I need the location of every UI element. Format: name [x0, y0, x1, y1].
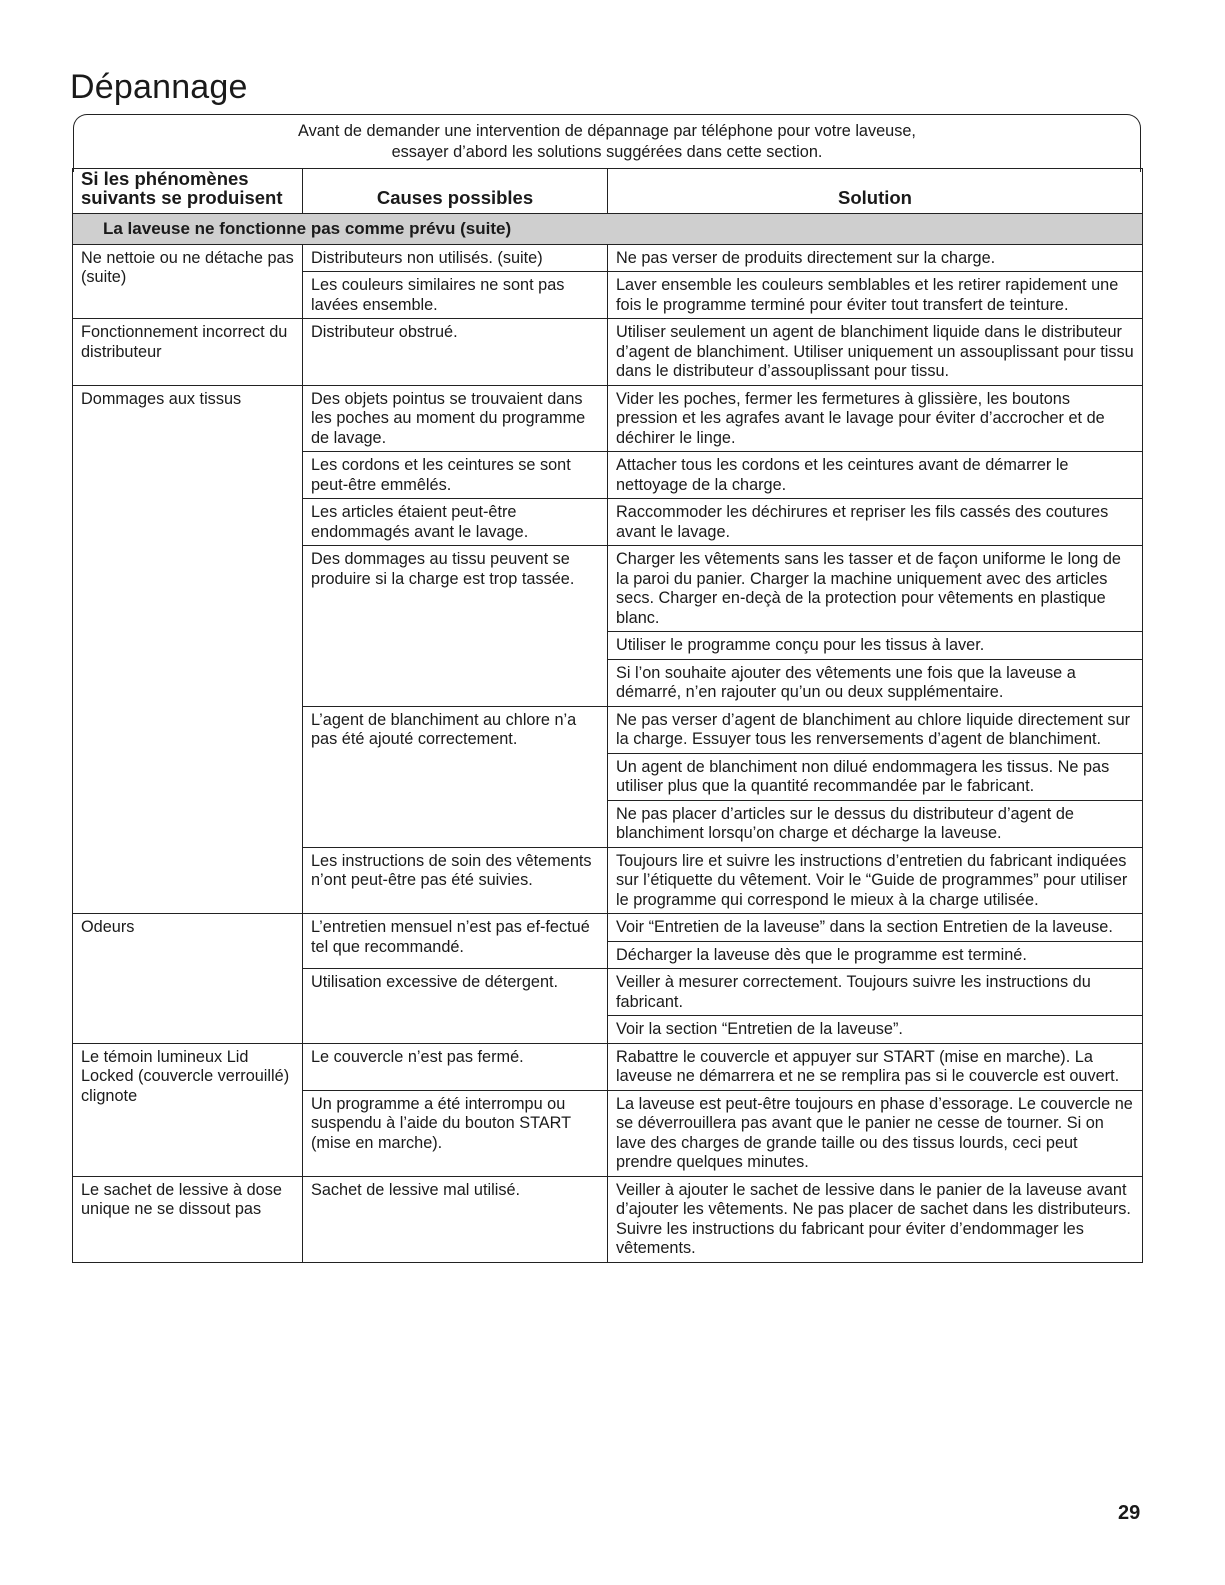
solution-cell: Raccommoder les déchirures et repriser les fils cassés des coutures avant le lavage.: [608, 499, 1143, 546]
section-title: La laveuse ne fonctionne pas comme prévu (suite): [73, 214, 1143, 245]
section-row: [73, 214, 1143, 245]
table-row: [73, 914, 1143, 942]
header-solution: Solution: [608, 169, 1143, 214]
problem-cell: Fonctionnement incorrect du distributeur: [73, 319, 303, 386]
intro-line: Avant de demander une intervention de dépannage par téléphone pour votre laveuse,: [298, 122, 916, 140]
problem-cell: Odeurs: [73, 914, 303, 1044]
solution-cell: Veiller à ajouter le sachet de lessive dans le panier de la laveuse avant d’ajouter les vêtements. Ne pas placer de sachet dans les distributeurs. Suivre les instructions du fabricant pour éviter d’endommager les vêtements.: [608, 1176, 1143, 1262]
cause-cell: Les cordons et les ceintures se sont peut-être emmêlés.: [303, 452, 608, 499]
solution-cell: Rabattre le couvercle et appuyer sur START (mise en marche). La laveuse ne démarrera et ne se remplira pas si le couvercle est ouvert.: [608, 1043, 1143, 1090]
cause-cell: Des objets pointus se trouvaient dans les poches au moment du programme de lavage.: [303, 385, 608, 452]
page-title: Dépannage: [70, 68, 248, 106]
problem-cell: Dommages aux tissus: [73, 385, 303, 914]
solution-cell: Un agent de blanchiment non dilué endommagera les tissus. Ne pas utiliser plus que la quantité recommandée par le fabricant.: [608, 753, 1143, 800]
cause-cell: Distributeurs non utilisés. (suite): [303, 244, 608, 272]
solution-cell: Si l’on souhaite ajouter des vêtements une fois que la laveuse a démarré, n’en rajouter qu’un ou deux supplémentaire.: [608, 659, 1143, 706]
header-problem-line: Si les phénomènes: [81, 168, 249, 189]
cause-cell: Un programme a été interrompu ou suspendu à l’aide du bouton START (mise en marche).: [303, 1090, 608, 1176]
solution-cell: Charger les vêtements sans les tasser et de façon uniforme le long de la paroi du panier. Charger la machine uniquement avec des articles secs. Charger en-deçà de la protection pour vêtements en plastique blanc.: [608, 546, 1143, 632]
cause-cell: Les couleurs similaires ne sont pas lavées ensemble.: [303, 272, 608, 319]
table-header-row: [73, 169, 1143, 214]
solution-cell: Voir la section “Entretien de la laveuse”.: [608, 1016, 1143, 1044]
solution-cell: Laver ensemble les couleurs semblables et les retirer rapidement une fois le programme terminé pour éviter tout transfert de teinture.: [608, 272, 1143, 319]
solution-cell: Utiliser le programme conçu pour les tissus à laver.: [608, 632, 1143, 660]
cause-cell: L’agent de blanchiment au chlore n’a pas été ajouté correctement.: [303, 706, 608, 847]
cause-cell: Les articles étaient peut-être endommagés avant le lavage.: [303, 499, 608, 546]
cause-cell: L’entretien mensuel n’est pas ef-fectué tel que recommandé.: [303, 914, 608, 969]
problem-cell: Ne nettoie ou ne détache pas (suite): [73, 244, 303, 319]
intro-text: [73, 121, 1141, 163]
cause-cell: Les instructions de soin des vêtements n’ont peut-être pas été suivies.: [303, 847, 608, 914]
cause-cell: Utilisation excessive de détergent.: [303, 969, 608, 1044]
page-number: 29: [1118, 1502, 1141, 1524]
problem-cell: Le témoin lumineux Lid Locked (couvercle verrouillé) clignote: [73, 1043, 303, 1176]
solution-cell: Vider les poches, fermer les fermetures à glissière, les boutons pression et les agrafes avant le lavage pour éviter d’accrocher et de déchirer le linge.: [608, 385, 1143, 452]
header-causes: Causes possibles: [303, 169, 608, 214]
table-row: [73, 385, 1143, 452]
cause-cell: Le couvercle n’est pas fermé.: [303, 1043, 608, 1090]
solution-cell: Ne pas verser de produits directement sur la charge.: [608, 244, 1143, 272]
intro-line: essayer d’abord les solutions suggérées dans cette section.: [391, 143, 823, 161]
solution-cell: Ne pas verser d’agent de blanchiment au chlore liquide directement sur la charge. Essuyer tous les renversements d’agent de blanchiment.: [608, 706, 1143, 753]
problem-cell: Le sachet de lessive à dose unique ne se dissout pas: [73, 1176, 303, 1262]
solution-cell: Attacher tous les cordons et les ceintures avant de démarrer le nettoyage de la charge.: [608, 452, 1143, 499]
solution-cell: Décharger la laveuse dès que le programme est terminé.: [608, 941, 1143, 969]
cause-cell: Des dommages au tissu peuvent se produire si la charge est trop tassée.: [303, 546, 608, 707]
solution-cell: Utiliser seulement un agent de blanchiment liquide dans le distributeur d’agent de blanchiment. Utiliser uniquement un assouplissant pour tissu dans le distributeur d’assouplissant pour tissu.: [608, 319, 1143, 386]
header-problem-line: suivants se produisent: [81, 187, 283, 208]
cause-cell: Sachet de lessive mal utilisé.: [303, 1176, 608, 1262]
table-row: [73, 319, 1143, 386]
cause-cell: Distributeur obstrué.: [303, 319, 608, 386]
solution-cell: Toujours lire et suivre les instructions d’entretien du fabricant indiquées sur l’étiquette du vêtement. Voir le “Guide de programmes” pour utiliser le programme qui correspond le mieux à la charge utilisée.: [608, 847, 1143, 914]
troubleshooting-table: [72, 168, 1143, 1263]
solution-cell: Veiller à mesurer correctement. Toujours suivre les instructions du fabricant.: [608, 969, 1143, 1016]
table-row: [73, 1176, 1143, 1262]
table-row: [73, 244, 1143, 272]
table-row: [73, 1043, 1143, 1090]
solution-cell: Voir “Entretien de la laveuse” dans la section Entretien de la laveuse.: [608, 914, 1143, 942]
solution-cell: Ne pas placer d’articles sur le dessus du distributeur d’agent de blanchiment lorsqu’on charge et décharge la laveuse.: [608, 800, 1143, 847]
header-problem: [73, 169, 303, 214]
solution-cell: La laveuse est peut-être toujours en phase d’essorage. Le couvercle ne se déverrouillera pas avant que le panier ne cesse de tourner. Si on lave des charges de grande taille ou des tissus lourds, ceci peut prendre quelques minutes.: [608, 1090, 1143, 1176]
